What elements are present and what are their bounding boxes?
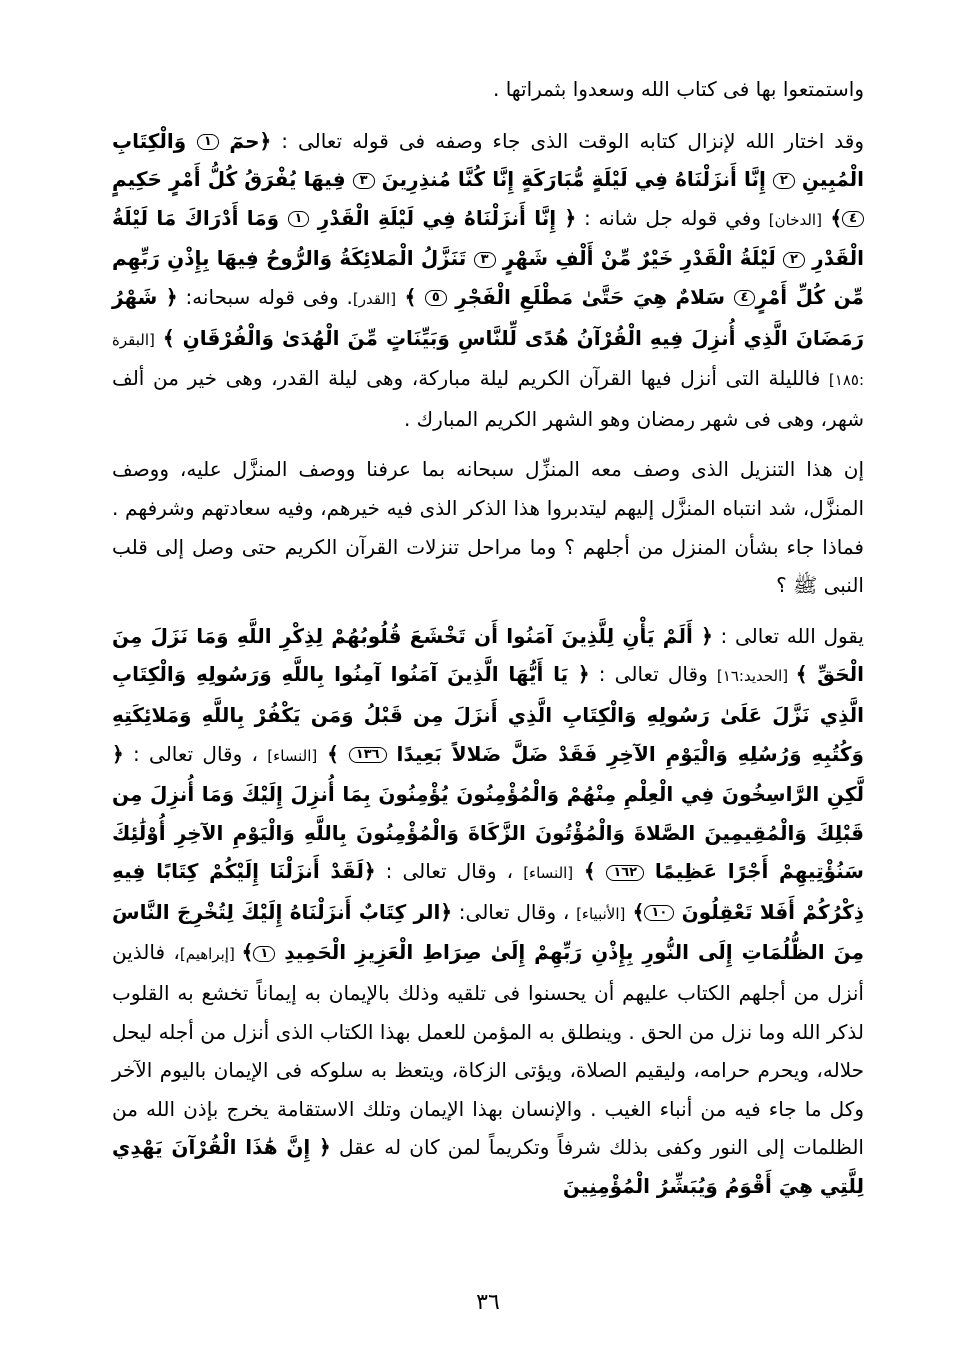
paragraph-1 — [112, 70, 864, 109]
ayah-number: ١٦٢ — [606, 865, 644, 881]
quran-verse: ﴿لَقَدْ أَنزَلْنَا إِلَيْكُمْ كِتَابًا فِيهِ ذِكْرُكُمْ أَفَلا تَعْقِلُونَ — [112, 859, 864, 924]
surah-reference: [النساء] — [267, 746, 318, 765]
ayah-number: ٤ — [734, 290, 756, 306]
quran-verse: وَالْكِتَابِ الْمُبِينِ — [112, 128, 865, 192]
quran-verse: تَنَزَّلُ الْمَلائِكَةُ وَالرُّوحُ فِيهَا بِإِذْنِ رَبِّهِم مِّن كُلِّ أَمْرٍ — [112, 246, 865, 309]
paragraph-3 — [112, 450, 864, 604]
body-text: وفي قوله جل شانه : — [576, 205, 769, 230]
surah-reference: [القدر] — [352, 289, 397, 308]
quran-verse: ﴾ — [573, 859, 607, 884]
body-text: . وفى قوله سبحانه: — [177, 284, 353, 309]
quran-verse: ﴿ شَهْرُ رَمَضَانَ الَّذِي أُنزِلَ فِيهِ الْقُرْآنُ هُدًى لِّلنَّاسِ وَبَيِّنَاتٍ مِّنَ الْهُدَىٰ وَالْفُرْقَانِ ﴾ — [112, 284, 864, 350]
body-text: وقد اختار الله لإنزال كتابه الوقت الذى جاء وصفه فى قوله تعالى : — [271, 128, 864, 153]
ayah-number: ٢ — [773, 173, 795, 189]
quran-verse: سَلامٌ هِيَ حَتَّىٰ مَطْلَعِ الْفَجْرِ — [446, 284, 734, 309]
surah-reference: [الدخان] — [768, 210, 822, 229]
ayah-number: ١٣٦ — [349, 747, 387, 763]
surah-reference: [الحديد:١٦] — [716, 667, 796, 686]
quran-verse: ﴿الر كِتَابٌ أَنزَلْنَاهُ إِلَيْكَ لِتُخْرِجَ النَّاسَ مِنَ الظُّلُمَاتِ إِلَى النُّورِ بِإِذْنِ رَبِّهِمْ إِلَىٰ صِرَاطِ الْعَزِيزِ الْحَمِيدِ — [112, 899, 864, 965]
paragraph-4 — [112, 617, 864, 1206]
body-text: وقال تعالى : — [589, 662, 717, 687]
quran-verse: لَيْلَةُ الْقَدْرِ خَيْرٌ مِّنْ أَلْفِ شَهْرٍ — [495, 246, 783, 271]
body-text: ، وقال تعالى : — [375, 859, 524, 884]
quran-verse: ﴿ إِنَّ هَٰذَا الْقُرْآنَ يَهْدِي لِلَّتِي هِيَ أَقْوَمُ وَيُبَشِّرُ الْمُؤْمِنِينَ — [112, 1135, 864, 1199]
body-text: إن هذا التنزيل الذى وصف معه المنزِّل سبحانه بما عرفنا ووصف المنزَّل عليه، ووصف المنزَّل، شد انتباه المنزَّل إليهم ليتدبروا هذا الذكر الذى فيه خيرهم، وفيه سعادتهم وشرفهم . فماذا جاء بشأن المنزل من أجلهم ؟ وما مراحل تنزلات القرآن الكريم حتى وصل إلى قلب النبى ﷺ ؟ — [112, 457, 864, 598]
quran-verse: ﴿ أَلَمْ يَأْنِ لِلَّذِينَ آمَنُوا أَن تَخْشَعَ قُلُوبُهُمْ لِذِكْرِ اللَّهِ وَمَا نَزَلَ مِنَ الْحَقِّ ﴾ — [112, 623, 864, 687]
quran-verse: ﴾ — [317, 741, 349, 766]
quran-verse: ﴾ — [396, 284, 425, 309]
body-text: ، فالذين أنزل من أجلهم الكتاب عليهم أن يحسنوا فى تلقيه وذلك بالإيمان به إيماناً تخشع به القلوب لذكر الله وما نزل من الحق . وينطلق به المؤمن للعمل بهذا الكتاب الذى أنزل من أجله ليحل حلاله، ويحرم حرامه، وليقيم الصلاة، ويؤتى الزكاة، ويتعظ به سلوكه فى الإيمان باليوم الآخر وكل ما جاء فيه من أنباء الغيب . والإنسان بهذا الإيمان وتلك الاستقامة يخرج بإذن الله من الظلمات إلى النور وكفى بذلك شرفاً وتكريماً لمن كان له عقل — [112, 940, 864, 1160]
page-number: ٣٦ — [476, 1290, 500, 1315]
body-text: ، وقال تعالى: — [452, 899, 577, 924]
ayah-number: ٣ — [353, 173, 375, 189]
paragraph-2 — [112, 122, 864, 439]
surah-reference: [البقرة :١٨٥] — [112, 330, 864, 390]
ayah-number: ١ — [288, 211, 310, 227]
quran-verse: ﴾ — [821, 205, 843, 230]
body-text: يقول الله تعالى : — [712, 623, 864, 648]
quran-verse: إِنَّا أَنزَلْنَاهُ فِي لَيْلَةٍ مُّبَارَكَةٍ إِنَّا كُنَّا مُنذِرِينَ — [374, 167, 773, 192]
ayah-number: ٤ — [842, 211, 864, 227]
ayah-number: ١ — [253, 946, 275, 962]
quran-verse: ﴾ — [625, 899, 645, 924]
book-page — [112, 70, 864, 1270]
ayah-number: ٣ — [474, 252, 496, 268]
quran-verse: فِيهَا يُفْرَقُ كُلُّ أَمْرٍ حَكِيمٍ — [112, 167, 353, 192]
quran-verse: ﴾ — [241, 940, 254, 965]
quran-verse: ﴿ إِنَّا أَنزَلْنَاهُ فِي لَيْلَةِ الْقَدْرِ — [309, 205, 577, 230]
quran-verse: ﴿ يَا أَيُّهَا الَّذِينَ آمَنُوا آمِنُوا بِاللَّهِ وَرَسُولِهِ وَالْكِتَابِ الَّذِي نَزَّلَ عَلَىٰ رَسُولِهِ وَالْكِتَابِ الَّذِي أَنزَلَ مِن قَبْلُ وَمَن يَكْفُرْ بِاللَّهِ وَمَلائِكَتِهِ وَكُتُبِهِ وَرُسُلِهِ وَالْيَوْمِ الآخِرِ فَقَدْ ضَلَّ ضَلالاً بَعِيدًا — [112, 662, 864, 766]
body-text: ، وقال تعالى : — [123, 741, 268, 766]
body-text: فالليلة التى أنزل فيها القرآن الكريم ليلة مباركة، وهى ليلة القدر، وهى خير من ألف شهر، وهى فى شهر رمضان وهو الشهر الكريم المبارك . — [112, 366, 864, 431]
quran-verse: ﴿ لَّكِنِ الرَّاسِخُونَ فِي الْعِلْمِ مِنْهُمْ وَالْمُؤْمِنُونَ يُؤْمِنُونَ بِمَا أُنزِلَ إِلَيْكَ وَمَا أُنزِلَ مِن قَبْلِكَ وَالْمُقِيمِينَ الصَّلاةَ وَالْمُؤْتُونَ الزَّكَاةَ وَالْمُؤْمِنُونَ بِاللَّهِ وَالْيَوْمِ الآخِرِ أُوْلَٰئِكَ سَنُؤْتِيهِمْ أَجْرًا عَظِيمًا — [112, 741, 864, 884]
quran-verse: ﴿حمٓ — [218, 128, 272, 153]
ayah-number: ١ — [197, 134, 219, 150]
ayah-number: ٢ — [783, 252, 805, 268]
surah-reference: [النساء] — [523, 864, 574, 883]
quran-verse: وَمَا أَدْرَاكَ مَا لَيْلَةُ الْقَدْرِ — [112, 205, 865, 271]
ayah-number: ٥ — [425, 290, 447, 306]
surah-reference: [إبراهيم] — [179, 945, 242, 964]
ayah-number: ١٠ — [644, 905, 674, 921]
body-text: واستمتعوا بها فى كتاب الله وسعدوا بثمراتها . — [493, 77, 864, 101]
surah-reference: [الأنبياء] — [576, 904, 626, 923]
